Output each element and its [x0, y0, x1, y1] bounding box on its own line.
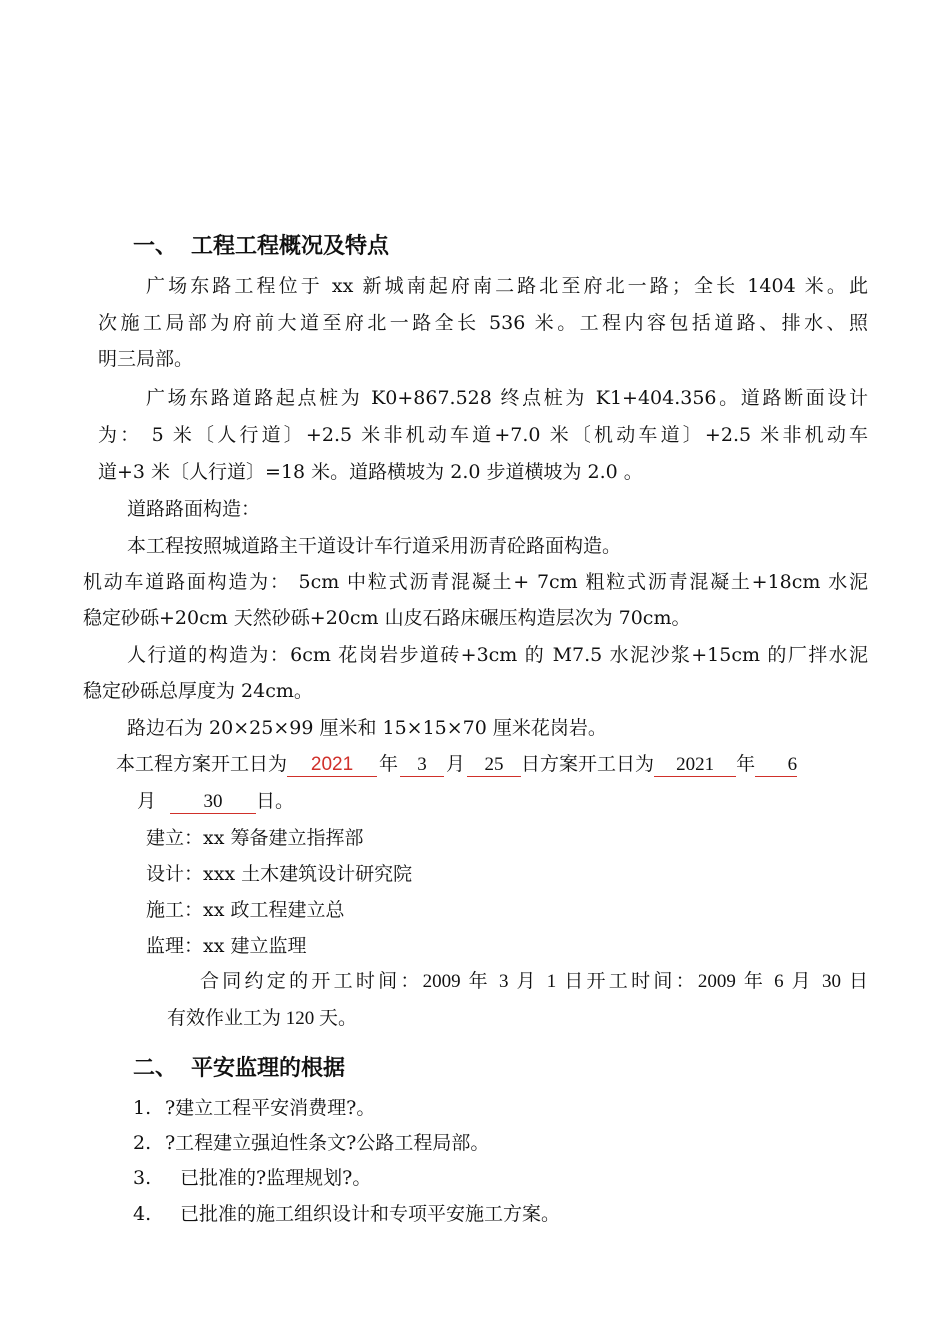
start-day-field: 25	[467, 754, 521, 777]
section-1-title: 工程工程概况及特点	[191, 234, 390, 259]
end-day-label: 日。	[256, 790, 295, 812]
end-day-field: 30	[170, 791, 256, 814]
list-item	[133, 1131, 489, 1155]
end-year-label: 年	[736, 753, 756, 775]
end-month-field: 6	[755, 754, 797, 777]
paragraph-7: 路边石为 20×25×99 厘米和 15×15×70 厘米花岗岩。	[127, 717, 607, 739]
list-item-number: 2.	[133, 1132, 152, 1154]
list-item-text: ?工程建立强迫性条文?公路工程局部。	[165, 1132, 490, 1154]
list-item	[133, 1096, 375, 1120]
paragraph-2-line-3: 道+3 米〔人行道〕=18 米。道路横坡为 2.0 步道横坡为 2.0 。	[98, 461, 643, 483]
paragraph-1-line-2: 次施工局部为府前大道至府北一路全长 536 米。工程内容包括道路、排水、照	[98, 312, 868, 334]
contract-line-1: 合同约定的开工时间：2009 年 3 月 1 日开工时间：2009 年 6 月 30 日	[200, 971, 868, 992]
paragraph-3: 道路路面构造：	[127, 498, 261, 520]
section-1-number: 一、	[133, 234, 178, 259]
contract-line-2: 有效作业工为 120 天。	[167, 1008, 358, 1029]
paragraph-6-line-2: 稳定砂砾总厚度为 24cm。	[83, 680, 313, 702]
paragraph-5-line-2: 稳定砂砾+20cm 天然砂砾+20cm 山皮石路床碾压构造层次为 70cm。	[83, 607, 691, 629]
start-year-label: 年	[379, 753, 399, 775]
end-month-label: 月	[137, 790, 157, 812]
paragraph-2-line-1: 广场东路道路起点桩为 K0+867.528 终点桩为 K1+404.356。道路断面设计	[146, 387, 868, 409]
party-designer: 设计：xxx 土木建筑设计研究院	[146, 863, 413, 885]
party-contractor: 施工：xx 政工程建立总	[146, 899, 345, 921]
start-month-label: 月	[446, 753, 466, 775]
list-item-text: 已批准的施工组织设计和专项平安施工方案。	[180, 1203, 561, 1225]
section-2-heading	[133, 1055, 345, 1083]
paragraph-5-line-1: 机动车道路面构造为： 5cm 中粒式沥青混凝土+ 7cm 粗粒式沥青混凝土+18cm 水泥	[83, 571, 868, 593]
paragraph-2-line-2: 为： 5 米〔人行道〕+2.5 米非机动车道+7.0 米〔机动车道〕+2.5 米非机动车	[98, 424, 868, 446]
party-owner: 建立：xx 筹备建立指挥部	[146, 827, 364, 849]
list-item	[133, 1202, 560, 1226]
list-item-number: 1.	[133, 1097, 152, 1119]
schedule-mid: 日方案开工日为	[521, 753, 655, 775]
section-1-heading	[133, 233, 389, 261]
paragraph-6-line-1: 人行道的构造为：6cm 花岗岩步道砖+3cm 的 M7.5 水泥沙浆+15cm 的厂拌水泥	[127, 644, 868, 666]
start-year-field: 2021	[287, 754, 377, 777]
list-item-number: 4.	[133, 1203, 152, 1225]
end-year-field: 2021	[654, 754, 736, 777]
section-2-title: 平安监理的根据	[191, 1056, 346, 1081]
schedule-line-1	[116, 752, 797, 777]
paragraph-1-line-3: 明三局部。	[98, 348, 194, 370]
list-item-text: 已批准的?监理规划?。	[180, 1167, 372, 1189]
schedule-line-2	[137, 789, 294, 814]
paragraph-4: 本工程按照城道路主干道设计车行道采用沥青砼路面构造。	[127, 535, 622, 557]
section-2-number: 二、	[133, 1056, 178, 1081]
paragraph-1-line-1: 广场东路工程位于 xx 新城南起府南二路北至府北一路；全长 1404 米。此	[146, 275, 868, 297]
start-month-field: 3	[400, 754, 444, 777]
schedule-prefix: 本工程方案开工日为	[116, 753, 288, 775]
list-item	[133, 1166, 371, 1190]
list-item-text: ?建立工程平安消费理?。	[165, 1097, 376, 1119]
party-supervisor: 监理：xx 建立监理	[146, 935, 307, 957]
list-item-number: 3.	[133, 1167, 152, 1189]
